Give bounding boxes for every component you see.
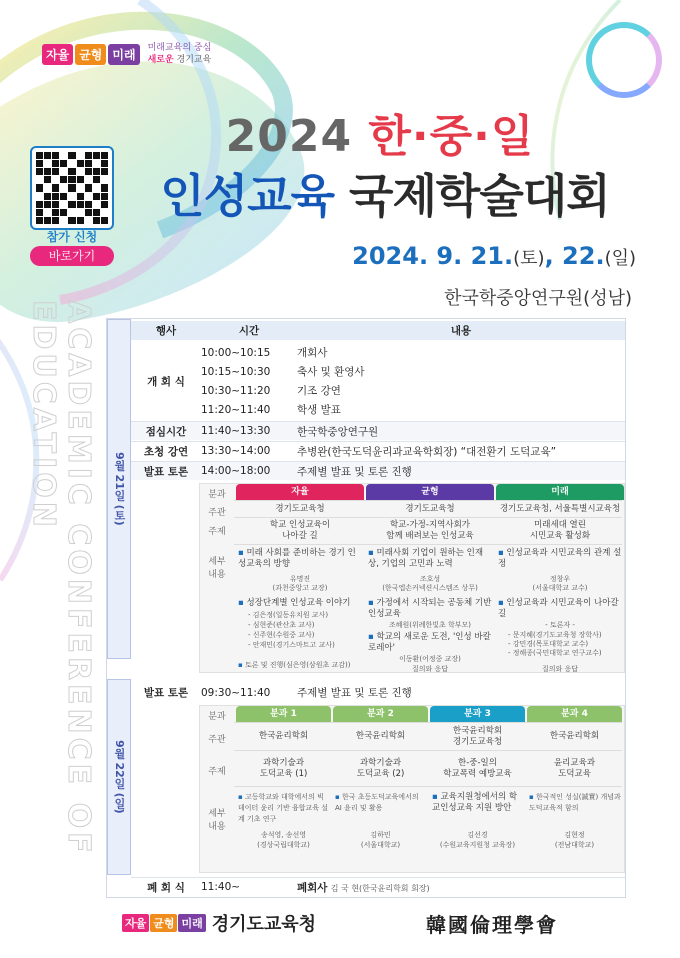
detail-3-name: 김선경 <box>467 831 488 839</box>
detail-4-name: 김현정 <box>564 831 585 839</box>
detail-autonomy-1-aff: (과천중앙고 교장) <box>272 584 328 592</box>
table-row <box>201 381 625 400</box>
detail-autonomy-2-item: - 안재민(경기스마트고 교사) <box>248 641 335 649</box>
detail-balance-1: ▪ 미래사회 기업이 원하는 인재상, 기업의 고민과 노력 <box>368 548 484 569</box>
event-venue: 한국학중앙연구원(성남) <box>444 288 632 309</box>
detail-future-2: ▪ 인성교육과 시민교육이 나아갈 길 <box>498 598 619 619</box>
panel-label-host: 주관 <box>208 735 226 745</box>
day2-tab: 9월 22일 (일) <box>107 679 131 875</box>
row-text: 학생 발표 <box>297 404 341 416</box>
footer-org-right: 韓國倫理學會 <box>426 912 559 937</box>
brand-slogan-org: 경기교육 <box>176 55 212 65</box>
footer-badge-balance: 균형 <box>150 914 177 932</box>
detail-future-1-name: 정창우 <box>549 575 571 583</box>
session-label: 발표 토론 <box>143 465 189 478</box>
invited-time: 13:30~14:00 <box>201 445 271 457</box>
header-content: 내용 <box>450 325 472 337</box>
row-time: 11:20~11:40 <box>201 403 271 416</box>
detail-future-1-aff: (서울대학교 교수) <box>532 584 588 592</box>
detail-2-aff: (서울대학교) <box>360 841 401 849</box>
day1-session-panel <box>199 483 625 673</box>
panel-label-topic: 주제 <box>208 527 226 537</box>
brand-badge-future: 미래 <box>108 44 139 65</box>
topic-4: 윤리교육과 도덕교육 <box>553 758 596 779</box>
row-time: 10:30~11:20 <box>201 384 271 397</box>
detail-future-2-item: - 강민경(목포대학교 교수) <box>508 640 589 648</box>
panel-label-division: 분과 <box>208 490 226 500</box>
lunch-text: 한국학중앙연구원 <box>297 425 379 438</box>
host-1: 한국윤리학회 <box>258 731 309 741</box>
division-header-1: 분과 1 <box>236 706 331 722</box>
panel-label-detail: 세부 내용 <box>208 557 226 580</box>
detail-balance-3-name: 이동환(어정중 교장) <box>399 655 461 663</box>
brand-badge-balance: 균형 <box>75 44 106 65</box>
host-3: 한국윤리학회 경기도교육청 <box>452 726 503 747</box>
day2-session-time: 09:30~11:40 <box>201 686 271 699</box>
host-autonomy: 경기도교육청 <box>275 504 325 514</box>
header-time: 시간 <box>238 325 260 337</box>
detail-balance-4: 질의와 응답 <box>411 665 449 673</box>
detail-autonomy-2-item: - 신주현(수원중 교사) <box>248 631 315 639</box>
schedule-table <box>106 318 626 898</box>
row-text: 기조 강연 <box>297 385 341 397</box>
date-day1: 2024. 9. 21. <box>352 242 514 270</box>
detail-autonomy-1: ▪ 미래 사회를 준비하는 경기 인성교육의 방향 <box>238 548 356 569</box>
lunch-row <box>131 421 625 440</box>
brand-badge-autonomy: 자율 <box>42 44 73 65</box>
footer-org-left: 경기도교육청 <box>211 914 317 935</box>
qr-register-label: 참가 신청 <box>46 230 98 244</box>
topic-2: 과학기술과 도덕교육 (2) <box>356 758 405 779</box>
topic-3: 한-중-일의 학교폭력 예방교육 <box>443 758 512 779</box>
detail-balance-1-aff: (한국엡손커넥션시스템즈 상무) <box>382 584 478 592</box>
title-main-blue: 인성교육 <box>160 169 335 223</box>
table-row <box>201 343 625 362</box>
closing-content <box>297 880 625 895</box>
division-header-autonomy: 자율 <box>236 484 364 500</box>
session-time: 14:00~18:00 <box>201 465 271 477</box>
detail-future-3: 질의와 응답 <box>541 665 579 673</box>
row-time: 10:00~10:15 <box>201 346 271 359</box>
topic-autonomy: 학교 인성교육이 나아갈 길 <box>269 520 331 541</box>
detail-3-aff: (수원교육지원청 교육장) <box>439 841 516 849</box>
invited-label: 초청 강연 <box>143 445 189 458</box>
event-date <box>352 242 636 270</box>
detail-4: ▪ 한국적인 성실(誠實) 개념과 도덕교육적 함의 <box>529 793 621 812</box>
topic-future: 미래세대 열린 시민교육 활성화 <box>529 520 591 541</box>
division-header-3: 분과 3 <box>430 706 525 722</box>
panel-label-detail: 세부 내용 <box>208 809 226 832</box>
detail-future-2-sub: - 토론자 - <box>545 621 575 629</box>
detail-balance-2-name: 조혜원(위례한빛초 학부모) <box>388 621 472 629</box>
date-day2: 22. <box>562 242 605 270</box>
day2-session-row <box>131 683 625 702</box>
division-header-2: 분과 2 <box>333 706 428 722</box>
footer <box>0 906 680 940</box>
footer-badge <box>122 914 206 932</box>
detail-balance-2: ▪ 가정에서 시작되는 공동체 기반 인성교육 <box>368 598 492 619</box>
brand-slogan <box>148 42 212 66</box>
day1-tab: 9월 21일 (토) <box>107 319 131 659</box>
footer-badge-future: 미래 <box>178 914 205 932</box>
detail-2: ▪ 한국 초등도덕교육에서의 AI 윤리 및 활용 <box>335 793 419 812</box>
detail-4-aff: (전남대학교) <box>554 841 595 849</box>
detail-autonomy-1-name: 유명진 <box>289 575 311 583</box>
row-text: 축사 및 환영사 <box>297 366 365 378</box>
date-separator: , <box>544 242 563 270</box>
title-countries: 한·중·일 <box>368 111 535 162</box>
panel-label-topic: 주제 <box>208 767 226 777</box>
footer-badge-autonomy: 자율 <box>122 914 149 932</box>
closing-time: 11:40~ <box>201 881 241 893</box>
lunch-label: 점심시간 <box>145 425 187 438</box>
qr-shortcut-button[interactable]: 바로가기 <box>30 246 114 266</box>
topic-balance: 학교-가정-지역사회가 함께 배려보는 인성교육 <box>386 520 474 541</box>
division-header-4: 분과 4 <box>527 706 622 722</box>
detail-2-name: 김하민 <box>370 831 391 839</box>
footer-org-gyeonggi <box>122 910 316 936</box>
detail-balance-3: ▪ 학교의 새로운 도전, '인성 바칼로레아' <box>368 632 491 653</box>
brand-slogan-new: 새로운 <box>147 55 174 65</box>
detail-autonomy-2-item: - 김은정(일동유치원 교사) <box>248 611 329 619</box>
detail-balance-1-name: 조호성 <box>419 575 441 583</box>
table-row <box>201 400 625 419</box>
detail-autonomy-3: ▪ 토론 및 진행(심은영(삼원초 교감)) <box>238 661 351 669</box>
decorative-ring-icon <box>586 22 662 98</box>
division-header-balance: 균형 <box>366 484 494 500</box>
host-future: 경기도교육청, 서울특별시교육청 <box>499 504 621 514</box>
session-text: 주제별 발표 및 토론 진행 <box>297 465 412 478</box>
host-balance: 경기도교육청 <box>405 504 455 514</box>
detail-1: ▪ 고등학교와 대학에서의 빅데이터 윤리 기반 융합교육 설계 기초 연구 <box>238 793 329 823</box>
host-2: 한국윤리학회 <box>355 731 406 741</box>
header-event: 행사 <box>155 325 177 337</box>
title-year: 2024 <box>225 111 369 162</box>
invited-lecture-row <box>131 441 625 460</box>
qr-code[interactable] <box>30 146 114 230</box>
panel-label-host: 주관 <box>208 508 226 518</box>
host-4: 한국윤리학회 <box>549 731 600 741</box>
brand-logo <box>42 42 211 66</box>
topic-1: 과학기술과 도덕교육 (1) <box>259 758 308 779</box>
panel-label-division: 분과 <box>208 712 226 722</box>
invited-text: 추병완(한국도덕윤리과교육학회장) “대전환기 도덕교육” <box>297 445 557 458</box>
detail-autonomy-2: ▪ 성장단계별 인성교육 이야기 <box>238 598 351 608</box>
detail-future-2-item: - 정해종(국민대학교 연구교수) <box>508 649 602 657</box>
detail-future-2-item: - 문지혜(경기도교육청 장학사) <box>508 631 602 639</box>
detail-autonomy-2-item: - 심현준(관산초 교사) <box>248 621 315 629</box>
side-watermark-text: ACADEMIC CONFERENCE OF EDUCATION <box>26 300 96 857</box>
schedule-header-row <box>131 321 625 340</box>
date-day2-weekday: (일) <box>604 248 636 269</box>
detail-3: ▪ 교육지원청에서의 학교인성교육 지원 방안 <box>432 792 518 813</box>
title-main-dark: 국제학술대회 <box>334 169 610 223</box>
session-row <box>131 461 625 480</box>
row-time: 10:15~10:30 <box>201 365 271 378</box>
closing-note: 김 국 현(한국윤리학회 회장) <box>330 883 430 893</box>
detail-future-1: ▪ 인성교육과 시민교육의 관계 설정 <box>498 548 622 569</box>
table-row <box>201 362 625 381</box>
row-text: 개회사 <box>297 347 328 359</box>
lunch-time: 11:40~13:30 <box>201 425 271 437</box>
brand-badge <box>42 44 140 65</box>
detail-1-aff: (경상국립대학교) <box>257 841 310 849</box>
brand-slogan-line1: 미래교육의 중심 <box>147 43 212 53</box>
day2-session-text: 주제별 발표 및 토론 진행 <box>297 687 412 699</box>
closing-text: 폐회사 <box>297 881 328 894</box>
closing-row <box>131 877 625 896</box>
day2-session-label: 발표 토론 <box>143 687 189 699</box>
detail-1-name: 송석영, 송선영 <box>260 831 307 839</box>
division-header-future: 미래 <box>496 484 624 500</box>
qr-code-pattern <box>36 152 108 224</box>
date-day1-weekday: (토) <box>513 248 545 269</box>
opening-label: 개 회 식 <box>147 375 185 388</box>
day2-session-panel <box>199 705 625 873</box>
closing-label: 폐 회 식 <box>147 881 185 894</box>
